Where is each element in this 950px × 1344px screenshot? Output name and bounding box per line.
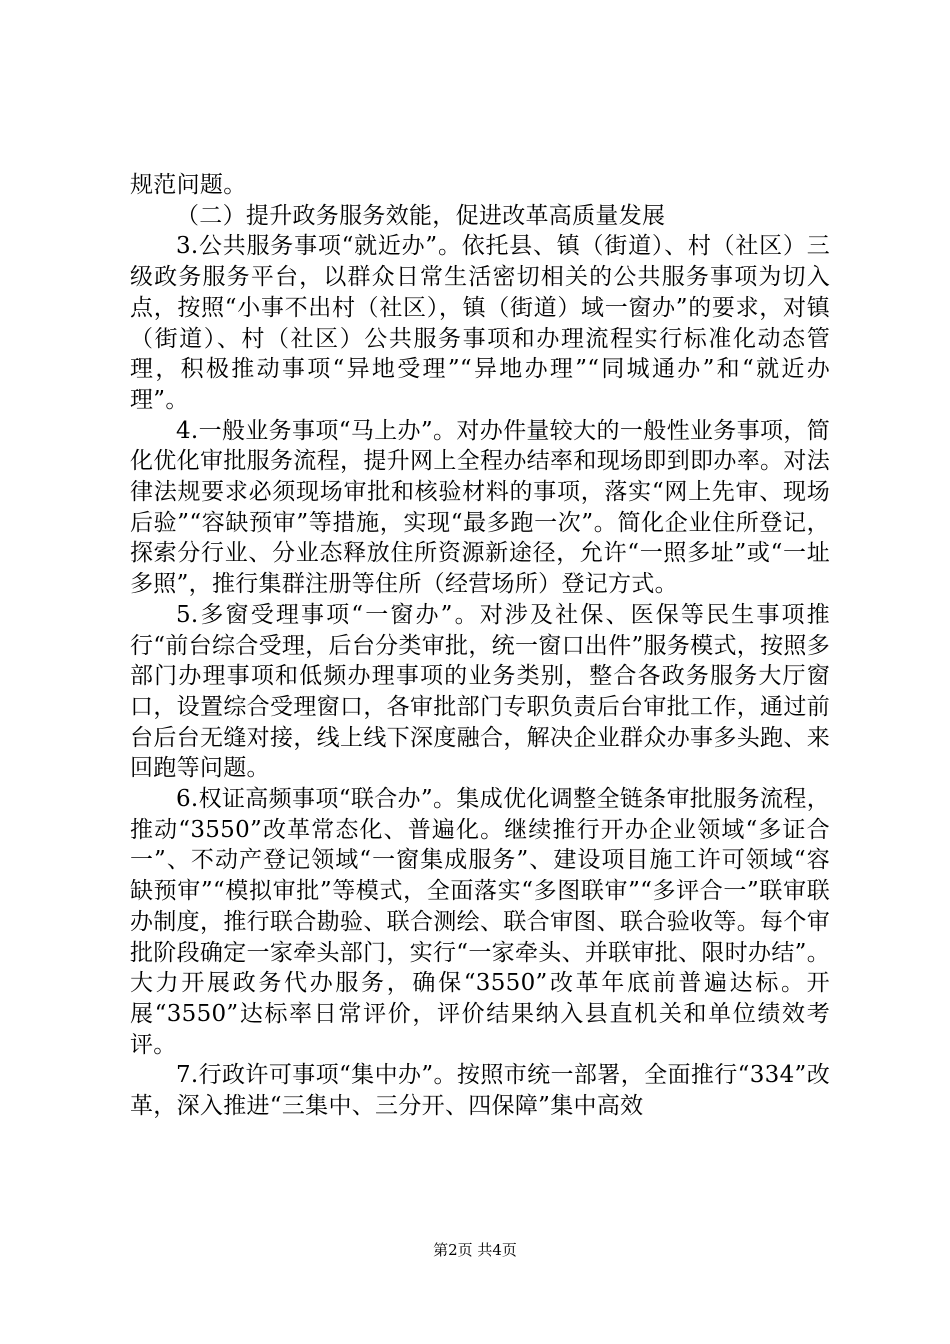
document-body: [130, 170, 830, 1122]
paragraph-item-7: 7.行政许可事项“集中办”。按照市统一部署，全面推行“334”改革，深入推进“三集中、三分开、四保障”集中高效: [130, 1062, 830, 1120]
page-footer: [0, 1240, 950, 1260]
paragraph-item-3: 3.公共服务事项“就近办”。依托县、镇（街道）、村（社区）三级政务服务平台，以群众日常生活密切相关的公共服务事项为切入点，按照“小事不出村（社区），镇（街道）域一窗办”的要求，对镇（街道）、村（社区）公共服务事项和办理流程实行标准化动态管理，积极推动事项“异地受理”“异地办理”“同城通办”和“就近办理”。: [130, 233, 830, 413]
page-number: 第2页 共4页: [433, 1241, 517, 1259]
paragraph-item-5: 5.多窗受理事项“一窗办”。对涉及社保、医保等民生事项推行“前台综合受理，后台分类审批，统一窗口出件”服务模式，按照多部门办理事项和低频办理事项的业务类别，整合各政务服务大厅窗口，设置综合受理窗口，各审批部门专职负责后台审批工作，通过前台后台无缝对接，线上线下深度融合，解决企业群众办事多头跑、来回跑等问题。: [130, 601, 830, 782]
lead-fragment: 规范问题。: [130, 172, 247, 198]
section-heading: （二）提升政务服务效能，促进改革高质量发展: [176, 202, 666, 229]
paragraph-item-6: 6.权证高频事项“联合办”。集成优化调整全链条审批服务流程，推动“3550”改革常态化、普遍化。继续推行开办企业领域“多证合一”、不动产登记领域“一窗集成服务”、建设项目施工许可领域“容缺预审”“模拟审批”等模式，全面落实“多图联审”“多评合一”联审联办制度，推行联合勘验、联合测绘、联合审图、联合验收等。每个审批阶段确定一家牵头部门，实行“一家牵头、并联审批、限时办结”。大力开展政务代办服务，确保“3550”改革年底前普遍达标。开展“3550”达标率日常评价，评价结果纳入县直机关和单位绩效考评。: [130, 786, 830, 1058]
paragraph-item-4: 4.一般业务事项“马上办”。对办件量较大的一般性业务事项，简化优化审批服务流程，提升网上全程办结率和现场即到即办率。对法律法规要求必须现场审批和核验材料的事项，落实“网上先审、现场后验”“容缺预审”等措施，实现“最多跑一次”。简化企业住所登记，探索分行业、分业态释放住所资源新途径，允许“一照多址”或“一址多照”，推行集群注册等住所（经营场所）登记方式。: [130, 417, 830, 598]
